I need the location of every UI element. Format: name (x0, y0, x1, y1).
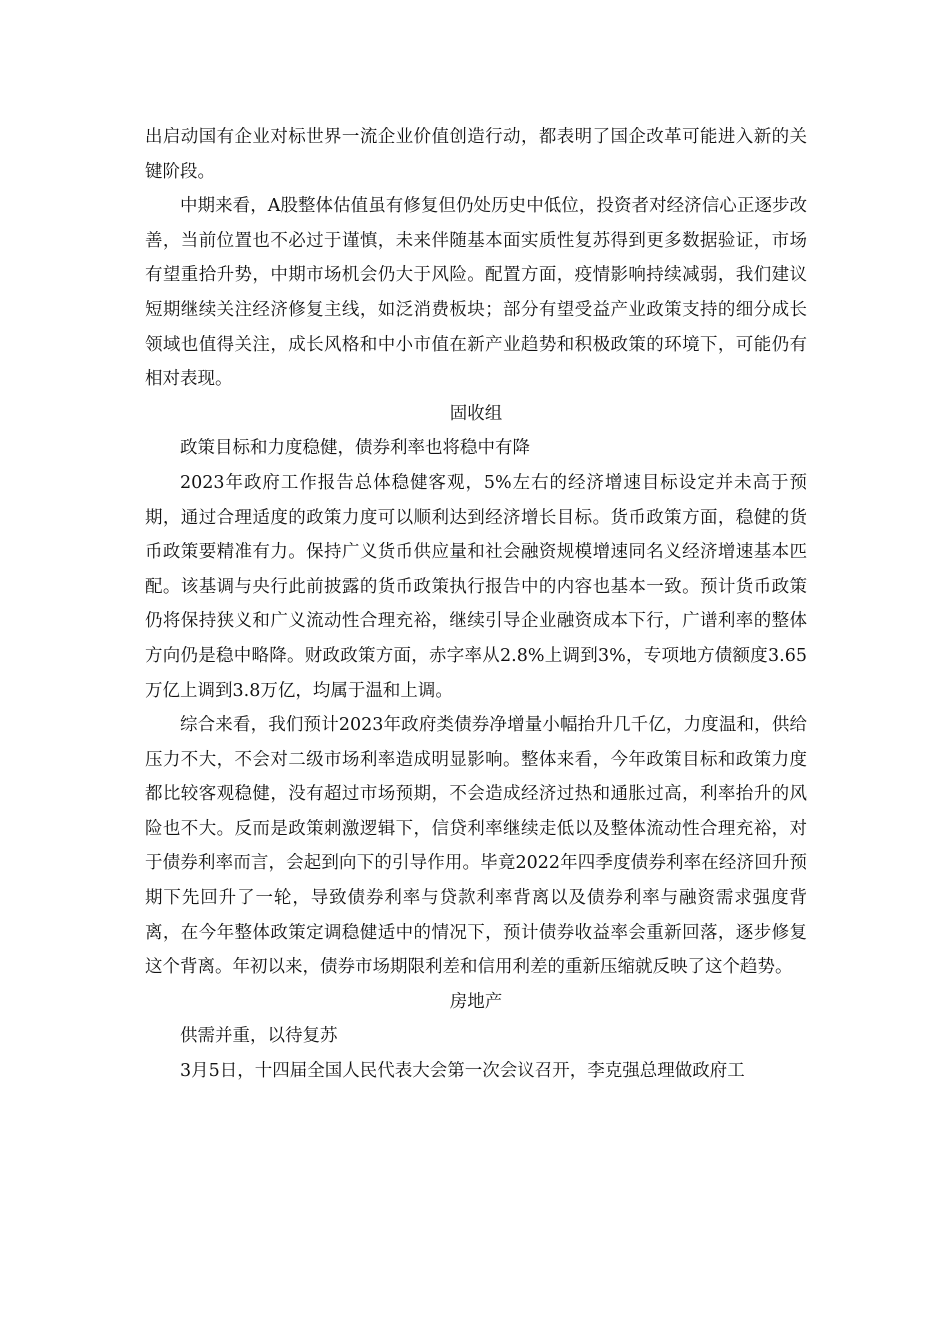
section-heading-fixed-income: 固收组 (449, 403, 503, 424)
subheading-real-estate: 供需并重，以待复苏 (180, 1026, 338, 1047)
paragraph-bond-summary: 综合来看，我们预计2023年政府类债券净增量小幅抬升几千亿，力度温和，供给压力不大，不会对二级市场利率造成明显影响。整体来看，今年政策目标和政策力度都比较客观稳健，没有超过市场预期，不会造成经济过热和通胀过高，利率抬升的风险也不大。反而是政策刺激逻辑下，信贷利率继续走低以及整体流动性合理充裕，对于债券利率而言，会起到向下的引导作用。毕竟2022年四季度债券利率在经济回升预期下先回升了一轮，导致债券利率与贷款利率背离以及债券利率与融资需求强度背离，在今年整体政策定调稳健适中的情况下，预计债券收益率会重新回落，逐步修复这个背离。年初以来，债券市场期限利差和信用利差的重新压缩就反映了这个趋势。 (145, 715, 807, 978)
paragraph-npc-meeting: 3月5日，十四届全国人民代表大会第一次会议召开，李克强总理做政府工 (180, 1061, 745, 1082)
paragraph-continuation: 出启动国有企业对标世界一流企业价值创造行动，都表明了国企改革可能进入新的关键阶段。 (145, 127, 807, 182)
section-heading-real-estate: 房地产 (449, 991, 503, 1012)
document-body (145, 120, 807, 1089)
subheading-fixed-income: 政策目标和力度稳健，债券利率也将稳中有降 (180, 438, 530, 459)
paragraph-government-report: 2023年政府工作报告总体稳健客观，5%左右的经济增速目标设定并未高于预期，通过合理适度的政策力度可以顺利达到经济增长目标。货币政策方面，稳健的货币政策要精准有力。保持广义货币供应量和社会融资规模增速同名义经济增速基本匹配。该基调与央行此前披露的货币政策执行报告中的内容也基本一致。预计货币政策仍将保持狭义和广义流动性合理充裕，继续引导企业融资成本下行，广谱利率的整体方向仍是稳中略降。财政政策方面，赤字率从2.8%上调到3%，专项地方债额度3.65万亿上调到3.8万亿，均属于温和上调。 (145, 472, 807, 701)
paragraph-midterm-outlook: 中期来看，A股整体估值虽有修复但仍处历史中低位，投资者对经济信心正逐步改善，当前位置也不必过于谨慎，未来伴随基本面实质性复苏得到更多数据验证，市场有望重拾升势，中期市场机会仍大于风险。配置方面，疫情影响持续减弱，我们建议短期继续关注经济修复主线，如泛消费板块；部分有望受益产业政策支持的细分成长领域也值得关注，成长风格和中小市值在新产业趋势和积极政策的环境下，可能仍有相对表现。 (145, 196, 807, 390)
